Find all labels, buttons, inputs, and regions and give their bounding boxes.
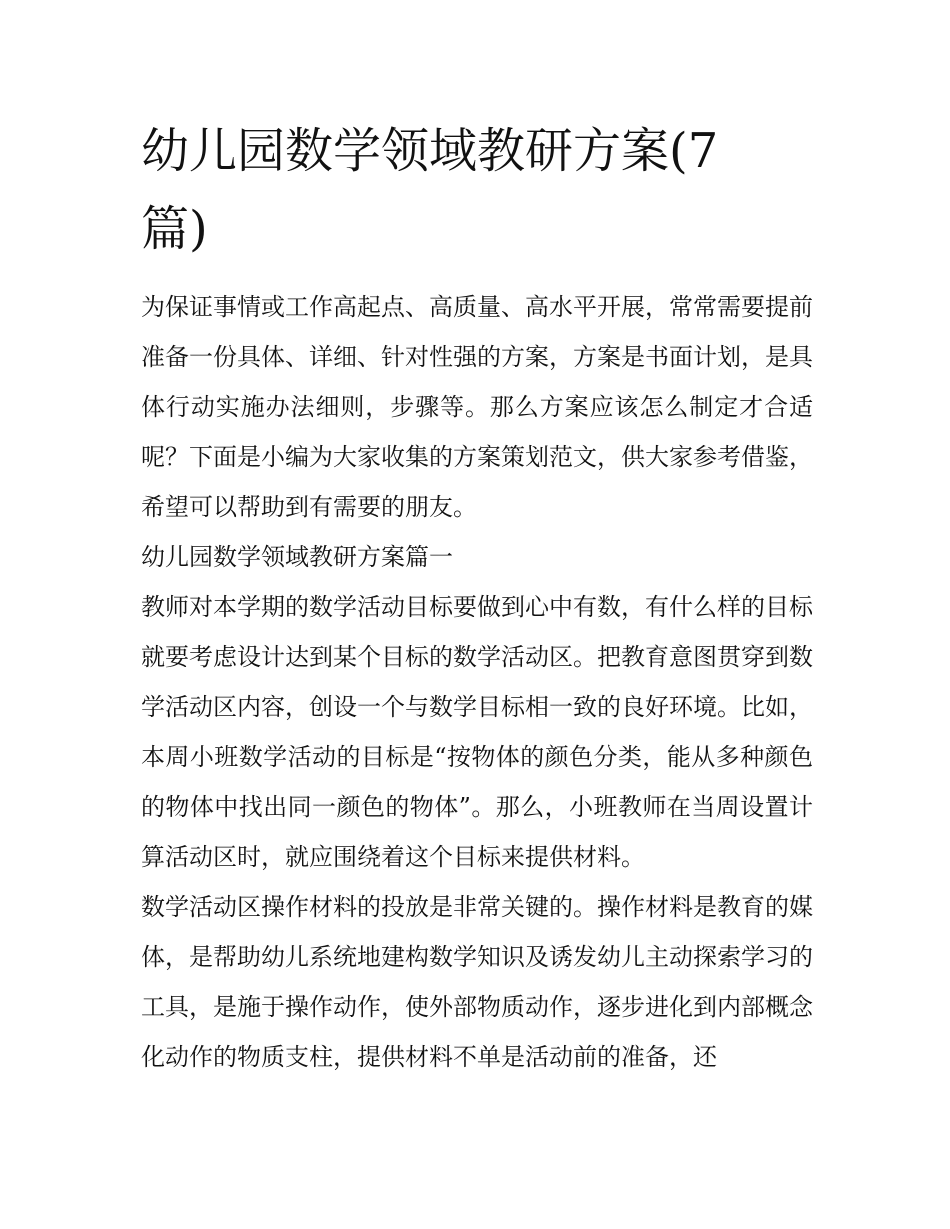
intro-paragraph: 为保证事情或工作高起点、高质量、高水平开展，常常需要提前准备一份具体、详细、针对性强的方案，方案是书面计划，是具体行动实施办法细则，步骤等。那么方案应该怎么制定才合适呢？下面是小编为大家收集的方案策划范文，供大家参考借鉴，希望可以帮助到有需要的朋友。 [141,293,813,521]
section-heading: 幼儿园数学领域教研方案篇一 [141,543,453,571]
body-paragraph-1: 教师对本学期的数学活动目标要做到心中有数，有什么样的目标就要考虑设计达到某个目标的数学活动区。把教育意图贯穿到数学活动区内容，创设一个与数学目标相一致的良好环境。比如，本周小班数学活动的目标是“按物体的颜色分类，能从多种颜色的物体中找出同一颜色的物体”。那么，小班教师在当周设置计算活动区时，就应围绕着这个目标来提供材料。 [141,593,813,871]
document-page [141,112,813,1082]
document-title: 幼儿园数学领域教研方案(7篇) [141,123,719,257]
body-paragraph-2: 数学活动区操作材料的投放是非常关键的。操作材料是教育的媒体，是帮助幼儿系统地建构数学知识及诱发幼儿主动探索学习的工具，是施于操作动作，使外部物质动作，逐步进化到内部概念化动作的物质支柱，提供材料不单是活动前的准备，还 [141,893,813,1071]
